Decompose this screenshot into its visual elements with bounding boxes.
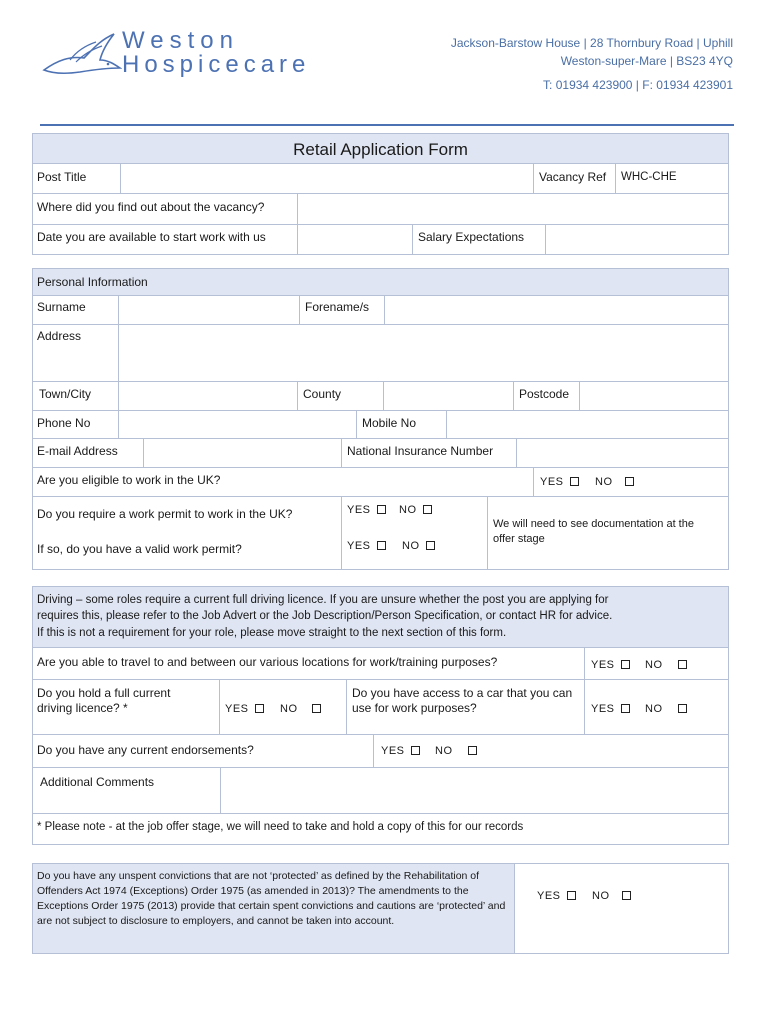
vacancy-ref-label: Vacancy Ref xyxy=(539,170,607,184)
car-label: Do you have access to a car that you can use for work purposes? xyxy=(352,686,573,715)
county-input[interactable] xyxy=(384,382,513,410)
licence-label: Do you hold a full current driving licence? * xyxy=(37,686,171,715)
travel-no[interactable]: NO xyxy=(645,658,687,672)
comments-label: Additional Comments xyxy=(40,775,155,789)
dove-icon xyxy=(40,30,122,76)
logo xyxy=(40,28,340,78)
permit-yes[interactable]: YES xyxy=(347,503,386,517)
licence-no[interactable]: NO xyxy=(280,702,321,716)
ni-input[interactable] xyxy=(517,439,728,467)
address-line2: Weston-super-Mare | BS23 4YQ xyxy=(560,54,733,68)
town-input[interactable] xyxy=(119,382,297,410)
eligible-yes[interactable]: YES xyxy=(540,475,579,489)
email-input[interactable] xyxy=(144,439,341,467)
driving-intro-line1: Driving – some roles require a current full driving licence. If you are unsure whether the post you are applying for xyxy=(37,594,609,606)
convictions-no[interactable]: NO xyxy=(592,889,631,903)
convictions-question: Do you have any unspent convictions that are not ‘protected’ as defined by the Rehabilitation of Offenders Act 1974 (Exceptions) Order 1975 (as amended in 2013)? The amendments to the Exceptions Order 1975 (2013) provide that certain spent convictions and cautions are ‘protected’ and are not subject to disclosure to employers, and cannot be taken into account. xyxy=(37,870,506,927)
travel-label: Are you able to travel to and between our various locations for work/training purposes? xyxy=(37,655,498,669)
postcode-label: Postcode xyxy=(519,387,570,401)
address-input[interactable] xyxy=(119,325,728,381)
address-line1: Jackson-Barstow House | 28 Thornbury Road | Uphill xyxy=(450,36,733,50)
licence-note: * Please note - at the job offer stage, we will need to take and hold a copy of this for our records xyxy=(37,821,524,833)
licence-yes-checkbox[interactable] xyxy=(255,704,264,713)
postcode-input[interactable] xyxy=(580,382,728,410)
permit-label: Do you require a work permit to work in the UK? xyxy=(37,507,293,521)
driving-intro-line3: If this is not a requirement for your role, please move straight to the next section of this form. xyxy=(37,627,507,639)
header-divider xyxy=(40,124,734,126)
form-title: Retail Application Form xyxy=(293,140,468,159)
car-yes[interactable]: YES xyxy=(591,702,630,716)
eligible-label: Are you eligible to work in the UK? xyxy=(37,473,221,487)
surname-input[interactable] xyxy=(119,296,299,324)
mobile-input[interactable] xyxy=(447,411,728,438)
licence-yes[interactable]: YES xyxy=(225,702,264,716)
personal-heading: Personal Information xyxy=(37,275,148,289)
ni-label: National Insurance Number xyxy=(347,444,494,458)
car-no[interactable]: NO xyxy=(645,702,687,716)
permit-yes-checkbox[interactable] xyxy=(377,505,386,514)
convictions-yes-checkbox[interactable] xyxy=(567,891,576,900)
car-no-checkbox[interactable] xyxy=(678,704,687,713)
address-label: Address xyxy=(37,329,82,343)
endorsements-yes[interactable]: YES xyxy=(381,744,420,758)
start-date-label: Date you are available to start work with us xyxy=(37,230,266,244)
mobile-label: Mobile No xyxy=(362,416,417,430)
where-found-label: Where did you find out about the vacancy? xyxy=(37,200,265,214)
valid-permit-yes-checkbox[interactable] xyxy=(377,541,386,550)
endorsements-yes-checkbox[interactable] xyxy=(411,746,420,755)
permit-no[interactable]: NO xyxy=(399,503,432,517)
phone-label: Phone No xyxy=(37,416,91,430)
valid-permit-no-checkbox[interactable] xyxy=(426,541,435,550)
county-label: County xyxy=(303,387,342,401)
convictions-no-checkbox[interactable] xyxy=(622,891,631,900)
valid-permit-no[interactable]: NO xyxy=(402,539,435,553)
endorsements-no[interactable]: NO xyxy=(435,744,477,758)
post-title-input[interactable] xyxy=(121,164,533,193)
surname-label: Surname xyxy=(37,300,86,314)
driving-intro-line2: requires this, please refer to the Job Advert or the Job Description/Person Specification, or contact HR for advice. xyxy=(37,610,613,622)
endorsements-no-checkbox[interactable] xyxy=(468,746,477,755)
salary-input[interactable] xyxy=(546,225,728,255)
salary-label: Salary Expectations xyxy=(418,230,525,244)
valid-permit-label: If so, do you have a valid work permit? xyxy=(37,542,242,556)
vacancy-ref-value[interactable]: WHC-CHE xyxy=(621,171,677,183)
endorsements-label: Do you have any current endorsements? xyxy=(37,743,254,757)
eligible-yes-checkbox[interactable] xyxy=(570,477,579,486)
logo-name-line1: Weston xyxy=(122,27,239,54)
travel-no-checkbox[interactable] xyxy=(678,660,687,669)
post-title-label: Post Title xyxy=(37,170,87,184)
town-label: Town/City xyxy=(39,387,92,401)
phone-input[interactable] xyxy=(119,411,356,438)
eligible-no[interactable]: NO xyxy=(595,475,634,489)
forename-input[interactable] xyxy=(385,296,728,324)
where-found-input[interactable] xyxy=(298,194,728,224)
eligible-no-checkbox[interactable] xyxy=(625,477,634,486)
comments-input[interactable] xyxy=(221,768,728,813)
valid-permit-yes[interactable]: YES xyxy=(347,539,386,553)
phone-line: T: 01934 423900 | F: 01934 423901 xyxy=(543,78,733,92)
permit-no-checkbox[interactable] xyxy=(423,505,432,514)
documentation-note: We will need to see documentation at the offer stage xyxy=(493,518,694,545)
licence-no-checkbox[interactable] xyxy=(312,704,321,713)
email-label: E-mail Address xyxy=(37,444,118,458)
travel-yes[interactable]: YES xyxy=(591,658,630,672)
convictions-yes[interactable]: YES xyxy=(537,889,576,903)
start-date-input[interactable] xyxy=(298,225,412,255)
forename-label: Forename/s xyxy=(305,300,370,314)
logo-name-line2: Hospicecare xyxy=(122,51,311,78)
car-yes-checkbox[interactable] xyxy=(621,704,630,713)
travel-yes-checkbox[interactable] xyxy=(621,660,630,669)
